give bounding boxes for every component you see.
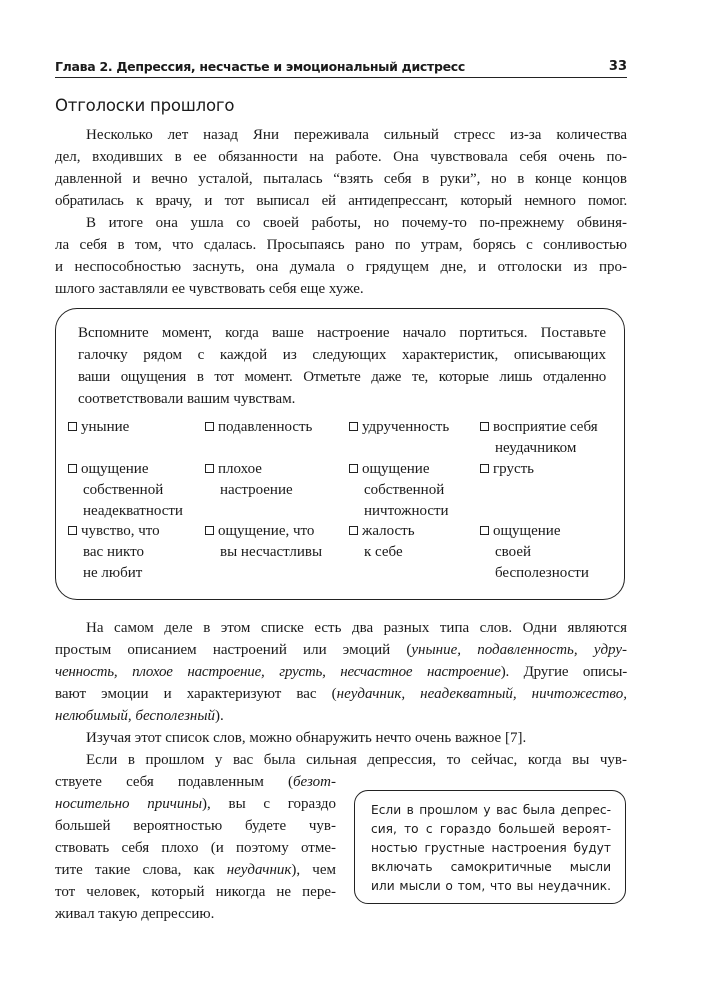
text-line: Изучая этот список слов, можно обнаружить нечто очень важное [7]. xyxy=(86,730,527,746)
text-line: соответствовали вашим чувствам. xyxy=(78,391,296,407)
option-unloved[interactable]: чувство, что вас никто не любит xyxy=(68,521,160,584)
text-line: ствовать себя плохо (и поэтому отме- xyxy=(55,840,336,856)
checkbox[interactable] xyxy=(480,526,489,535)
checkbox[interactable] xyxy=(480,464,489,473)
text-line: галочку рядом с каждой из следующих характеристик, описывающих xyxy=(78,347,606,363)
text-line: обратилась к врачу, и тот выписал ей антидепрессант, который немного помог. xyxy=(55,193,627,209)
option-worthlessness[interactable]: ощущение собственной ничтожности xyxy=(349,459,449,522)
callout-line: сия, то с гораздо большей вероят- xyxy=(371,822,611,836)
callout-line: или мысли о том, что вы неудачник. xyxy=(371,879,611,893)
text-line: шлого заставляли ее чувствовать себя еще хуже. xyxy=(55,281,364,297)
checkbox[interactable] xyxy=(205,526,214,535)
callout-box xyxy=(354,790,626,904)
checkbox[interactable] xyxy=(349,464,358,473)
option-depressed[interactable]: подавленность xyxy=(205,417,312,438)
checkbox[interactable] xyxy=(205,422,214,431)
header-rule xyxy=(55,77,627,78)
text-line: На самом деле в этом списке есть два разных типа слов. Одни являются xyxy=(86,620,627,636)
checkbox[interactable] xyxy=(68,422,77,431)
text-line: В итоге она ушла со своей работы, но почему-то по-прежнему обвиня- xyxy=(86,215,627,231)
text-line: носительно причины), вы с гораздо xyxy=(55,796,336,812)
section-title: Отголоски прошлого xyxy=(55,96,235,115)
text-line: ваши ощущения в тот момент. Отметьте даже те, которые лишь отдаленно xyxy=(78,369,606,385)
option-dispirited[interactable]: удрученность xyxy=(349,417,449,438)
text-line: ла себя в том, что сдалась. Просыпаясь рано по утрам, борясь с сонливостью xyxy=(55,237,627,253)
option-sadness[interactable]: грусть xyxy=(480,459,534,480)
option-dejection[interactable]: уныние xyxy=(68,417,129,438)
text-line: большей вероятностью будете чув- xyxy=(55,818,336,834)
option-failure[interactable]: восприятие себя неудачником xyxy=(480,417,598,459)
text-line: живал такую депрессию. xyxy=(55,906,215,922)
chapter-title: Глава 2. Депрессия, несчастье и эмоциональный дистресс xyxy=(55,59,466,74)
callout-line: Если в прошлом у вас была депрес- xyxy=(371,803,611,817)
text-line: ствуете себя подавленным (безот- xyxy=(55,774,336,790)
text-line: Если в прошлом у вас была сильная депрессия, то сейчас, когда вы чув- xyxy=(86,752,627,768)
checkbox[interactable] xyxy=(68,464,77,473)
checkbox[interactable] xyxy=(68,526,77,535)
callout-line: включать самокритичные мысли xyxy=(371,860,611,874)
option-uselessness[interactable]: ощущение своей бесполезности xyxy=(480,521,589,584)
text-line: вают эмоции и характеризуют вас (неудачник, неадекватный, ничтожество, xyxy=(55,686,627,702)
option-bad-mood[interactable]: плохое настроение xyxy=(205,459,293,501)
text-line: и неспособностью заснуть, она думала о грядущем дне, и отголоски из про- xyxy=(55,259,627,275)
checkbox[interactable] xyxy=(349,422,358,431)
text-line: простым описанием настроений или эмоций (уныние, подавленность, удру- xyxy=(55,642,627,658)
option-unhappy[interactable]: ощущение, что вы несчастливы xyxy=(205,521,322,563)
text-line: Вспомните момент, когда ваше настроение начало портиться. Поставьте xyxy=(78,325,606,341)
page-number: 33 xyxy=(608,59,627,74)
checkbox[interactable] xyxy=(205,464,214,473)
option-inadequacy[interactable]: ощущение собственной неадекватности xyxy=(68,459,183,522)
text-line: тите такие слова, как неудачник), чем xyxy=(55,862,336,878)
text-line: нелюбимый, бесполезный). xyxy=(55,708,224,724)
text-line: тот человек, который никогда не пере- xyxy=(55,884,336,900)
text-line: ченность, плохое настроение, грусть, несчастное настроение). Другие описы- xyxy=(55,664,628,680)
callout-line: ностью грустные настроения будут xyxy=(371,841,611,855)
checkbox[interactable] xyxy=(480,422,489,431)
checkbox[interactable] xyxy=(349,526,358,535)
option-self-pity[interactable]: жалость к себе xyxy=(349,521,415,563)
text-line: Несколько лет назад Яни переживала сильный стресс из-за количества xyxy=(86,127,627,143)
text-line: дел, входивших в ее обязанности на работе. Она чувствовала себя очень по- xyxy=(55,149,627,165)
text-line: давленной и вечно усталой, пыталась “взять себя в руки”, но в конце концов xyxy=(55,171,627,187)
running-header xyxy=(55,59,627,79)
